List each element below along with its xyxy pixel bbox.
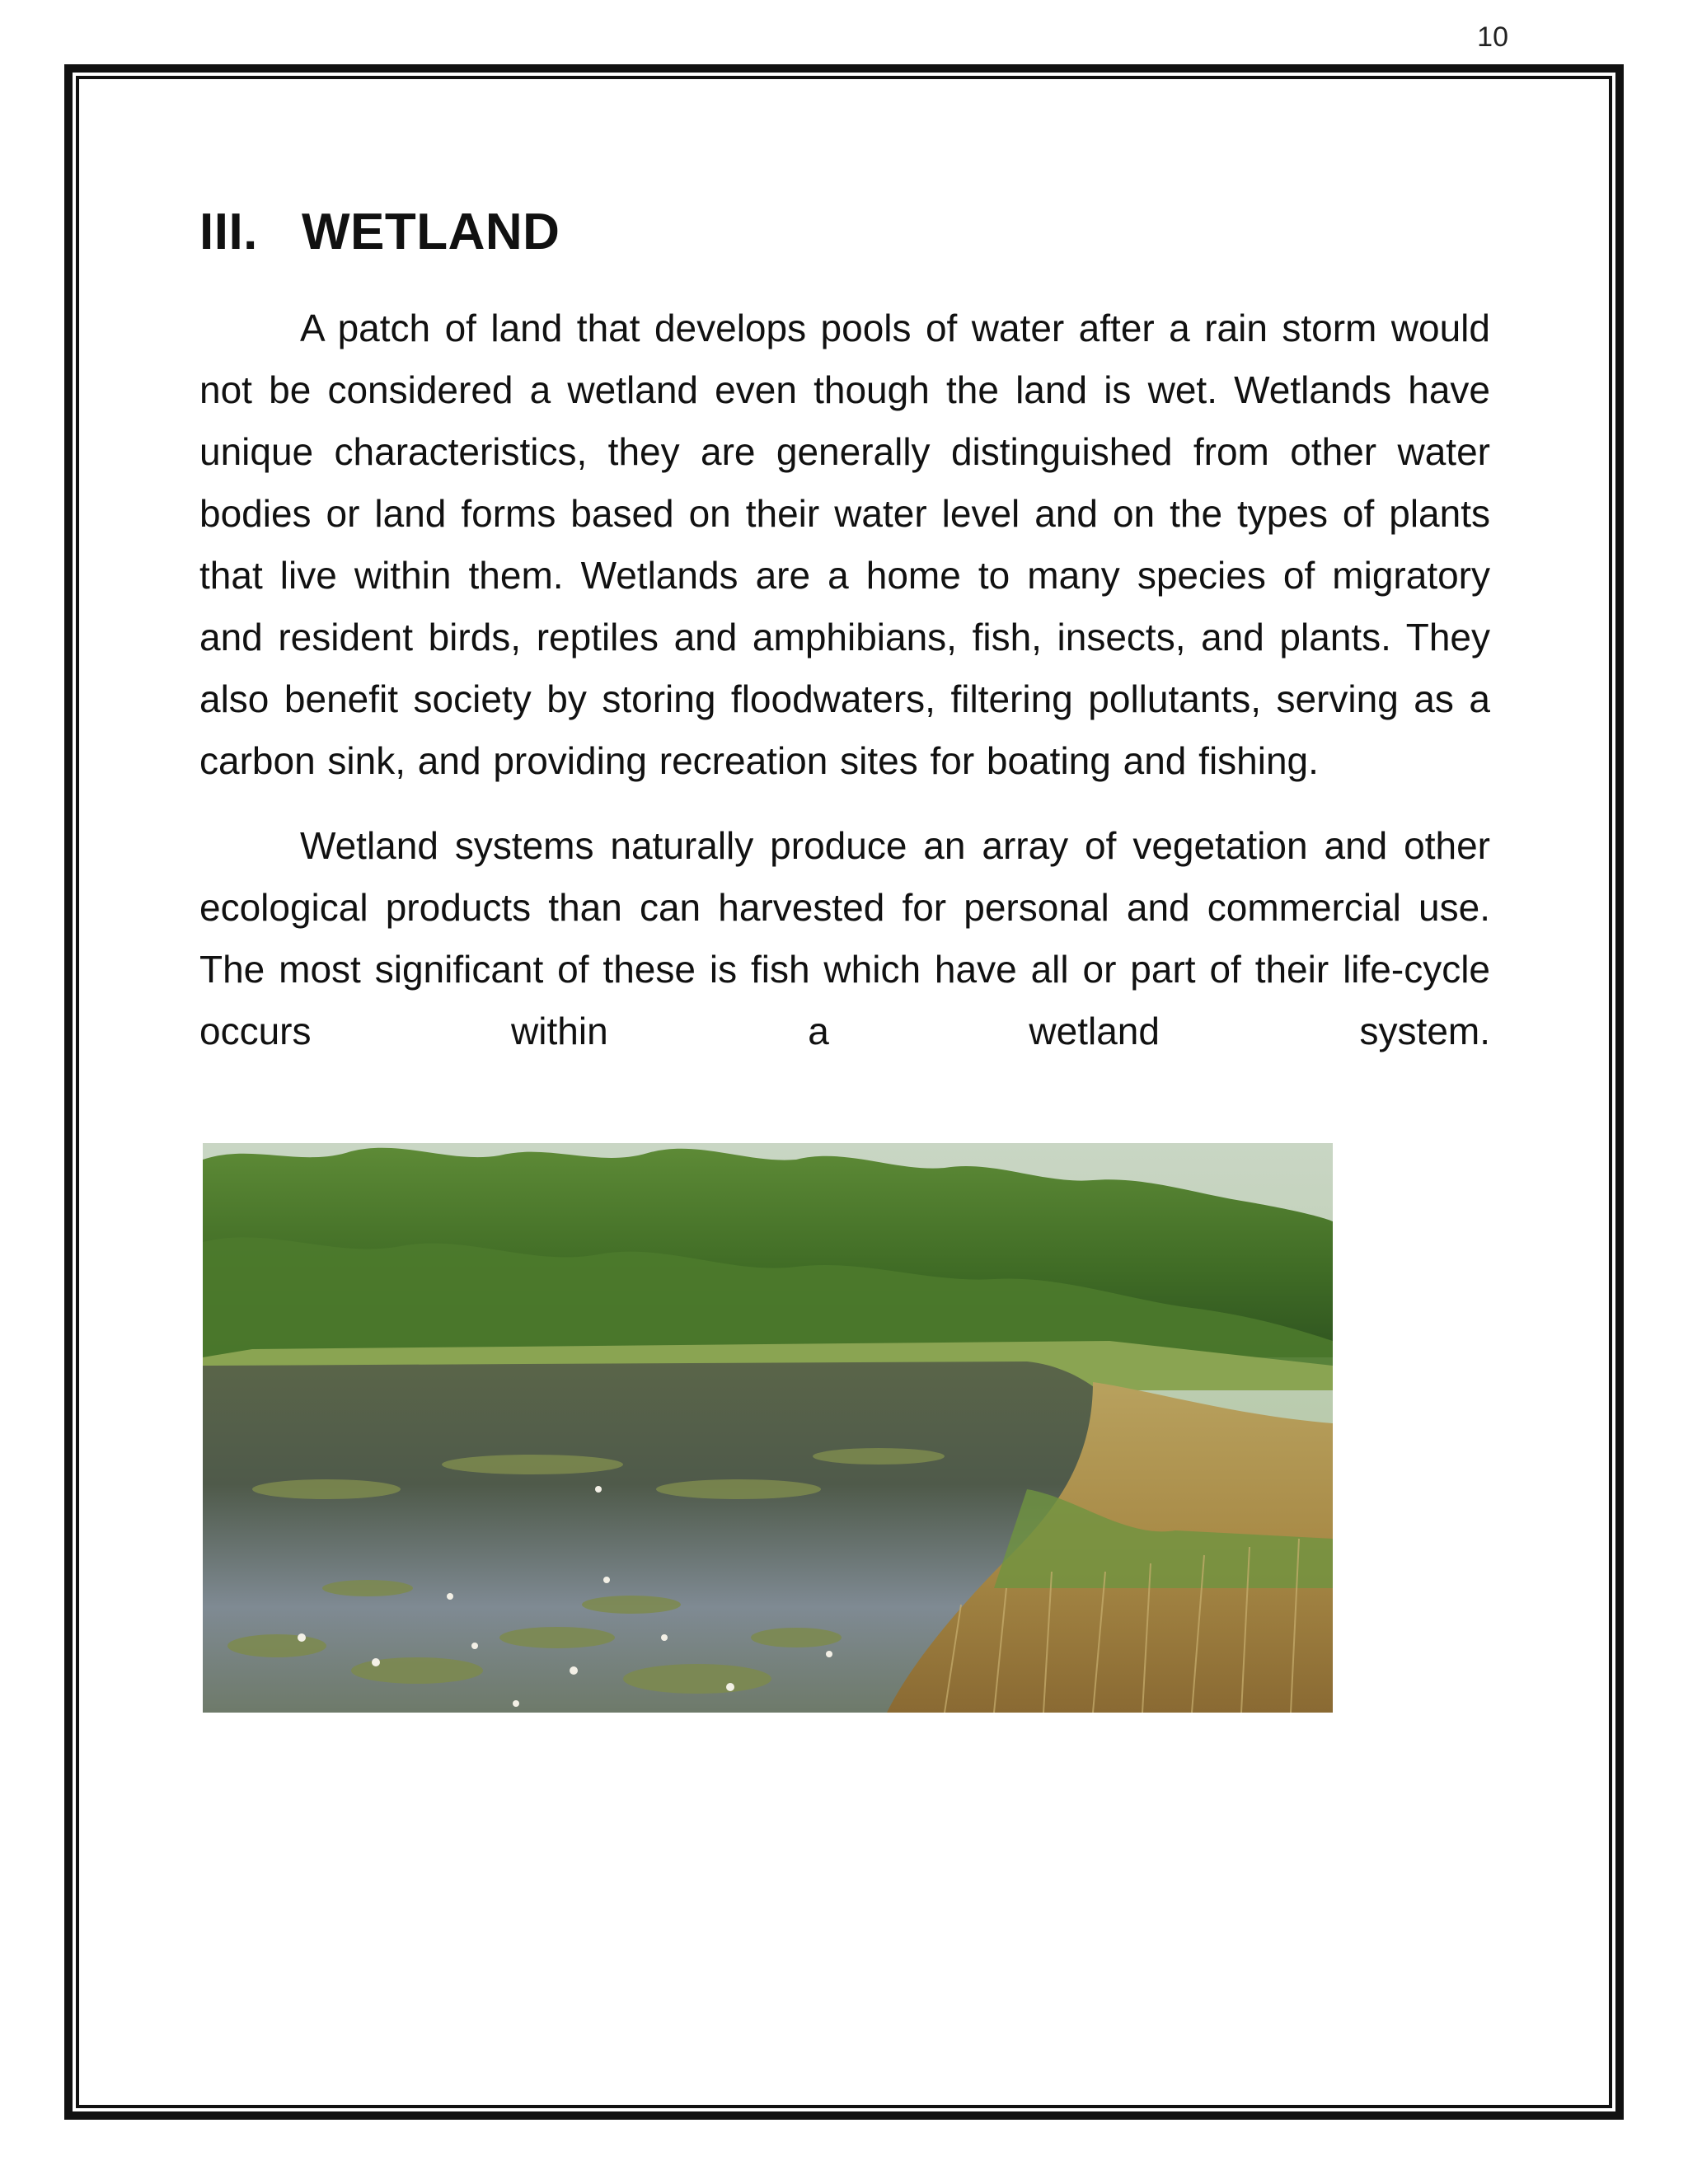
page-number: 10 [1477,21,1508,53]
section-heading [199,202,1490,263]
paragraph-wetland-products: Wetland systems naturally produce an array of vegetation and other ecological products than can harvested for personal and commercial use. The most significant of these is fish which have all or part of their life-cycle occurs within a wetland system. [199,824,1490,1053]
paragraph-wetland-definition: A patch of land that develops pools of water after a rain storm would not be considered a wetland even though the land is wet. Wetlands have unique characteristics, they are generally distinguished from other water bodies or land forms based on their water level and on the types of plants that live within them. Wetlands are a home to many species of migratory and resident birds, reptiles and amphibians, fish, insects, and plants. They also benefit society by storing floodwaters, filtering pollutants, serving as a carbon sink, and providing recreation sites for boating and fishing. [199,307,1490,783]
wetland-photo [203,1143,1333,1713]
section-title: WETLAND [302,204,560,260]
page-content [199,202,1490,1085]
section-numeral: III. [199,204,258,260]
